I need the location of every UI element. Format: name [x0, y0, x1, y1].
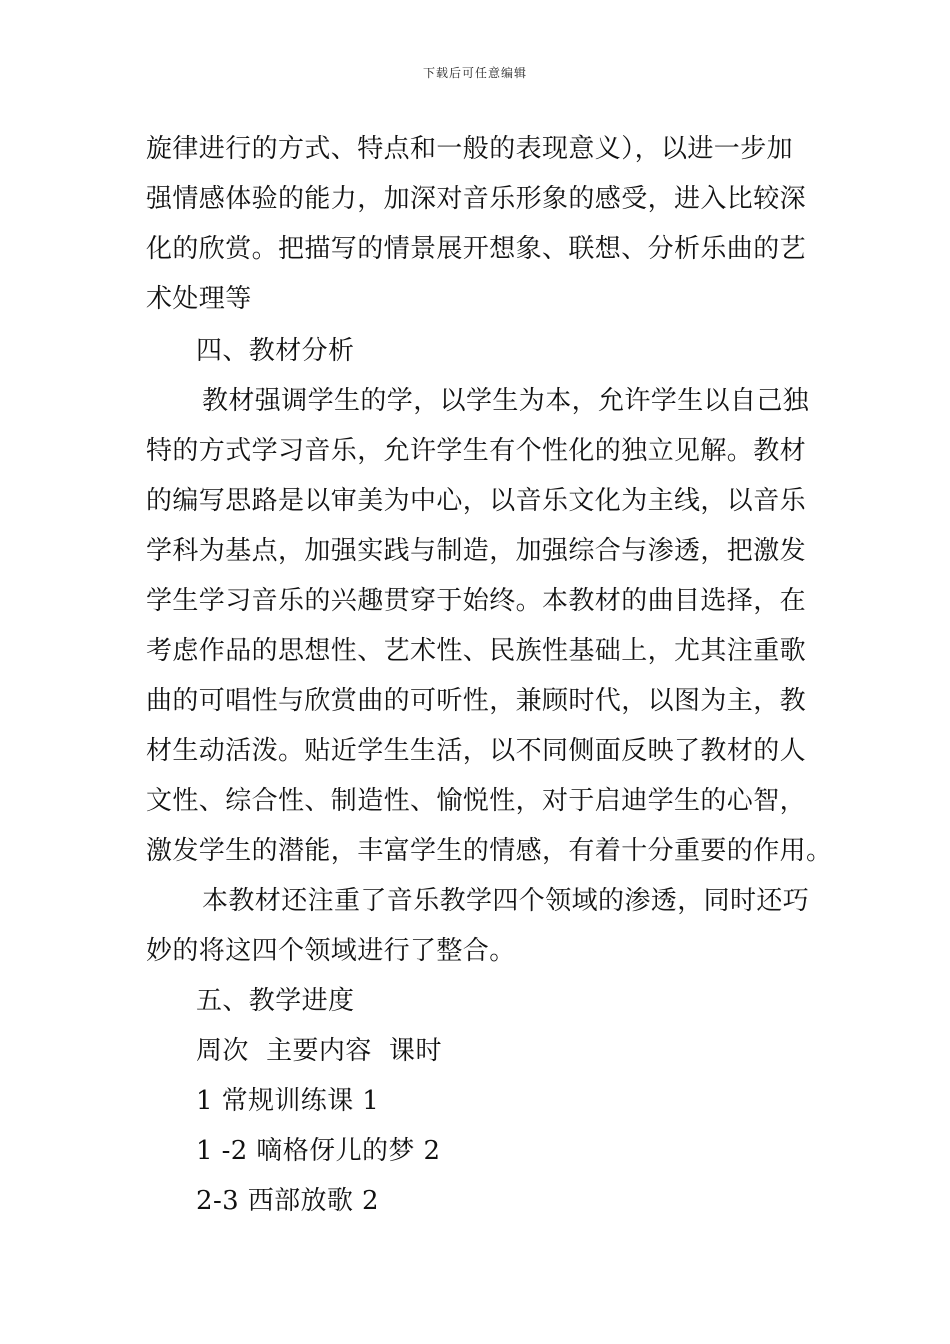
paragraph-line: 学科为基点，加强实践与制造，加强综合与渗透，把激发: [146, 536, 807, 566]
document-body: [146, 124, 833, 1226]
section-heading-teaching-schedule: 五、教学进度: [196, 986, 355, 1016]
schedule-row: 2-3 西部放歌 2: [196, 1186, 379, 1216]
paragraph-line: 文性、综合性、制造性、愉悦性，对于启迪学生的心智，: [146, 786, 807, 816]
schedule-row: 1 常规训练课 1: [196, 1086, 380, 1116]
paragraph-line: 本教材还注重了音乐教学四个领域的渗透，同时还巧: [202, 886, 810, 916]
paragraph-line: 化的欣赏。把描写的情景展开想象、联想、分析乐曲的艺: [146, 234, 807, 264]
paragraph-line: 的编写思路是以审美为中心，以音乐文化为主线，以音乐: [146, 486, 807, 516]
schedule-header-row: 周次 主要内容 课时: [196, 1036, 442, 1066]
paragraph-line: 材生动活泼。贴近学生生活，以不同侧面反映了教材的人: [146, 736, 807, 766]
paragraph-line: 强情感体验的能力，加深对音乐形象的感受，进入比较深: [146, 184, 807, 214]
paragraph-line: 特的方式学习音乐，允许学生有个性化的独立见解。教材: [146, 436, 807, 466]
paragraph-line: 妙的将这四个领域进行了整合。: [146, 936, 516, 966]
paragraph-line: 教材强调学生的学，以学生为本，允许学生以自己独: [202, 386, 810, 416]
paragraph-line: 考虑作品的思想性、艺术性、民族性基础上，尤其注重歌: [146, 636, 807, 666]
section-heading-textbook-analysis: 四、教材分析: [196, 336, 355, 366]
header-note: 下载后可任意编辑: [422, 66, 527, 80]
paragraph-line: 激发学生的潜能，丰富学生的情感，有着十分重要的作用。: [146, 836, 833, 866]
paragraph-line: 旋律进行的方式、特点和一般的表现意义），以进一步加: [146, 134, 794, 164]
paragraph-line: 术处理等: [146, 284, 252, 314]
paragraph-line: 学生学习音乐的兴趣贯穿于始终。本教材的曲目选择，在: [146, 586, 807, 616]
schedule-row: 1 -2 嘀格伢儿的梦 2: [196, 1136, 441, 1166]
paragraph-line: 曲的可唱性与欣赏曲的可听性，兼顾时代，以图为主，教: [146, 686, 807, 716]
